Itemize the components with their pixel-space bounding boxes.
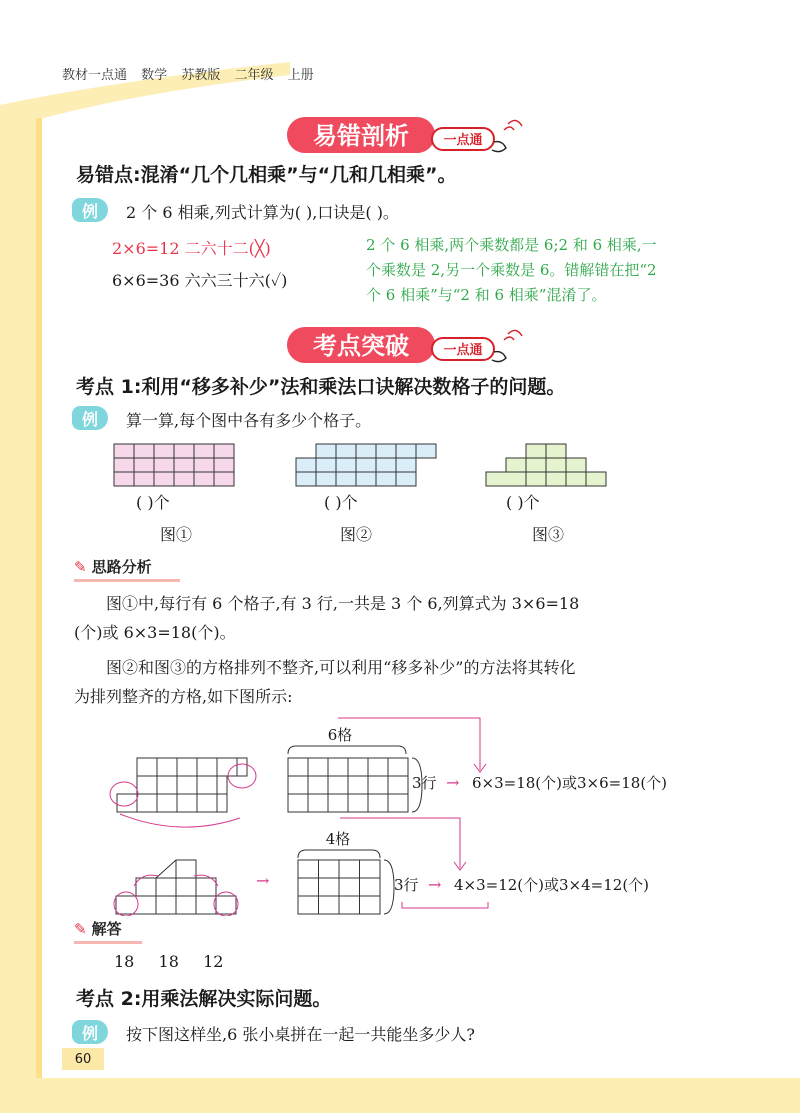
point2-question: 按下图这样坐,6 张小桌拼在一起一共能坐多少人? — [126, 1025, 475, 1044]
pencil-icon: ✎ — [74, 558, 87, 576]
banner-points-title: 考点突破 — [313, 332, 409, 360]
move-arrow-3 — [194, 875, 218, 886]
correct-solution: 6×6=36 六六三十六(✓) — [112, 271, 288, 290]
arrow-icon: → — [256, 871, 270, 890]
arrow-icon: → — [446, 773, 460, 792]
header-subject: 数学 — [141, 68, 168, 83]
point2-heading: 考点 2:用乘法解决实际问题。 — [76, 988, 332, 1010]
explanation-line: 个乘数是 2,另一个乘数是 6。错解错在把“2 — [366, 261, 657, 279]
point1-question: 算一算,每个图中各有多少个格子。 — [126, 411, 372, 430]
rows-label-3-b: 3行 — [394, 876, 419, 894]
equation-2: 4×3=12(个)或3×4=12(个) — [454, 876, 650, 894]
header-volume: 上册 — [287, 68, 314, 83]
analysis-line: 图②和图③的方格排列不整齐,可以利用“移多补少”的方法将其转化 — [106, 658, 576, 677]
transform-diagram — [100, 716, 750, 916]
mistake-heading: 易错点:混淆“几个几相乘”与“几和几相乘”。 — [76, 164, 457, 186]
analysis-section-title — [74, 556, 180, 582]
point1-heading: 考点 1:利用“移多补少”法和乘法口诀解决数格子的问题。 — [76, 376, 566, 398]
solution-title: 解答 — [91, 920, 122, 938]
analysis-title: 思路分析 — [91, 558, 152, 576]
arrow-icon: → — [428, 875, 442, 894]
answer-blank-1: ( )个 — [136, 493, 170, 512]
cols-label-6: 6格 — [327, 726, 353, 744]
cols-brace-top — [288, 746, 406, 754]
analysis-line: 为排列整齐的方格,如下图所示: — [74, 687, 293, 706]
answer-blank-3: ( )个 — [506, 493, 540, 512]
cols-label-4: 4格 — [325, 830, 351, 848]
connector-line-1 — [338, 718, 480, 770]
figure-1-grid — [114, 444, 234, 486]
header-edition: 苏教版 — [181, 68, 221, 83]
example-badge: 例 — [72, 1020, 108, 1044]
banner-mistakes-title: 易错剖析 — [313, 122, 409, 150]
mistake-question: 2 个 6 相乘,列式计算为( ),口诀是( )。 — [126, 203, 399, 222]
figure-label-1: 图① — [160, 525, 193, 544]
figure-2-grid — [296, 444, 436, 486]
example-badge: 例 — [72, 406, 108, 430]
analysis-line: 图①中,每行有 6 个格子,有 3 行,一共是 3 个 6,列算式为 3×6=18 — [106, 594, 580, 613]
wrong-solution: 2×6=12 二六十二(╳) — [112, 239, 271, 258]
mistakes-banner — [282, 112, 532, 156]
page-number: 60 — [62, 1048, 104, 1070]
pointer-hand-icon — [492, 330, 522, 361]
figure-2-rearranged — [288, 758, 408, 812]
mistake-explanation — [366, 233, 657, 308]
grid-figures — [100, 438, 620, 550]
pointer-hand-icon — [492, 120, 522, 151]
analysis-text — [74, 589, 579, 711]
header-book: 教材一点通 — [62, 68, 128, 83]
pencil-icon: ✎ — [74, 920, 87, 938]
explanation-line: 个 6 相乘”与“2 和 6 相乘”混淆了。 — [366, 286, 607, 304]
banner-points-sub: 一点通 — [443, 343, 483, 358]
figure-3-rearranged — [298, 860, 380, 914]
figure-label-3: 图③ — [532, 525, 565, 544]
points-banner — [282, 322, 532, 366]
equation-1: 6×3=18(个)或3×6=18(个) — [472, 774, 668, 792]
answer-value: 18 — [114, 952, 135, 971]
rows-label-3-a: 3行 — [412, 774, 437, 792]
explanation-line: 2 个 6 相乘,两个乘数都是 6;2 和 6 相乘,一 — [366, 236, 657, 254]
banner-mistakes-sub: 一点通 — [443, 133, 483, 148]
book-header — [62, 64, 324, 83]
move-arrow-2 — [134, 875, 158, 886]
figure-2-original — [110, 758, 256, 812]
title-underline — [74, 579, 180, 582]
cols-brace-top-2 — [298, 850, 380, 858]
title-underline — [74, 941, 142, 944]
answer-blank-2: ( )个 — [324, 493, 358, 512]
answer-value: 12 — [203, 952, 224, 971]
answers-row — [114, 952, 223, 971]
move-arrow-1 — [120, 814, 240, 827]
figure-3-grid — [486, 444, 606, 486]
example-badge: 例 — [72, 198, 108, 222]
analysis-line: (个)或 6×3=18(个)。 — [74, 623, 236, 642]
figure-label-2: 图② — [340, 525, 373, 544]
rows-brace-right-2 — [384, 860, 394, 914]
header-grade: 二年级 — [234, 68, 274, 83]
figure-3-original — [114, 860, 238, 916]
answer-value: 18 — [158, 952, 179, 971]
solution-section-title — [74, 918, 142, 944]
